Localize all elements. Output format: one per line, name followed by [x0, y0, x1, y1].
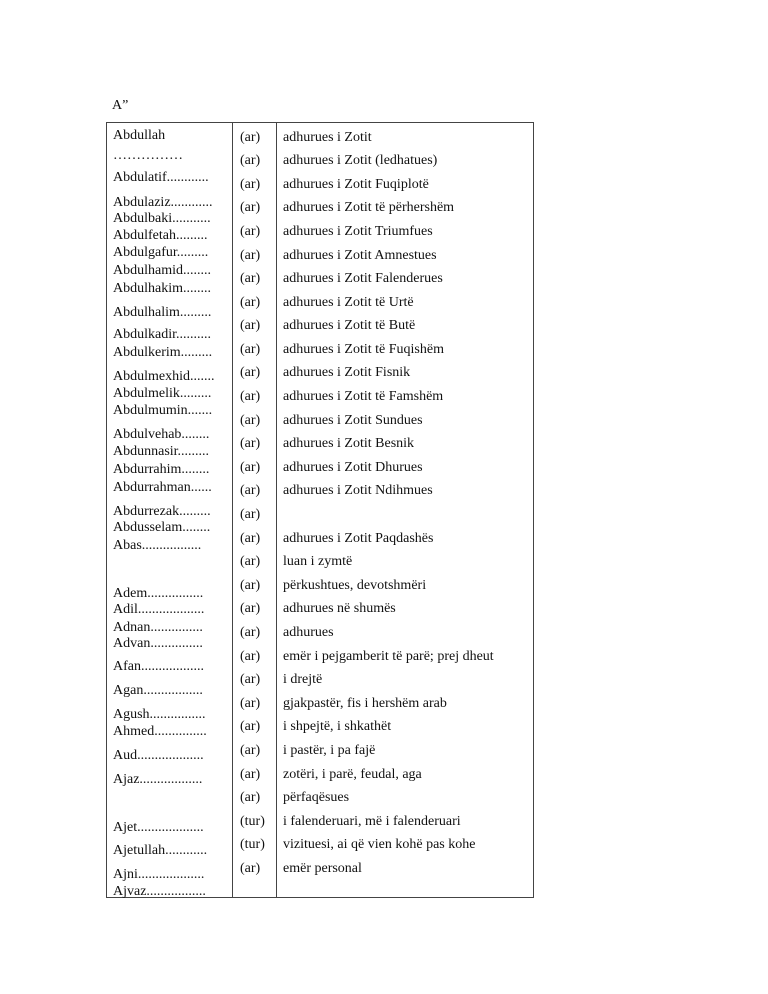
language-cell: (ar) [240, 130, 261, 145]
name-cell: Aud................... [113, 748, 204, 763]
meaning-cell: adhurues i Zotit Paqdashës [283, 531, 434, 546]
meaning-cell: i pastër, i pa fajë [283, 743, 376, 758]
meaning-cell: adhurues i Zotit të Fuqishëm [283, 342, 444, 357]
column-divider-1 [232, 123, 233, 897]
meaning-cell: adhurues i Zotit të përhershëm [283, 200, 455, 215]
name-cell: Abdulhakim........ [113, 281, 211, 296]
language-cell: (ar) [240, 743, 261, 758]
meaning-cell: përfaqësues [283, 790, 350, 805]
language-cell: (ar) [240, 413, 261, 428]
language-cell: (ar) [240, 625, 261, 640]
name-cell: Abdulfetah......... [113, 228, 208, 243]
meaning-cell: adhurues i Zotit Sundues [283, 413, 423, 428]
meaning-cell: i drejtë [283, 672, 323, 687]
meaning-cell: adhurues i Zotit Amnestues [283, 248, 437, 263]
name-cell: Abdurrezak......... [113, 504, 211, 519]
meaning-cell: i falenderuari, më i falenderuari [283, 814, 461, 829]
name-cell: Abdusselam........ [113, 520, 211, 535]
name-cell: Abdunnasir......... [113, 444, 210, 459]
name-cell: Adil................... [113, 602, 205, 617]
meaning-cell: adhurues i Zotit Dhurues [283, 460, 423, 475]
name-cell: Abdulmelik......... [113, 386, 212, 401]
meaning-cell: adhurues i Zotit të Urtë [283, 295, 414, 310]
meaning-cell: vizituesi, ai që vien kohë pas kohe [283, 837, 476, 852]
meaning-cell: gjakpastër, fis i hershëm arab [283, 696, 447, 711]
name-cell: Adem................ [113, 586, 204, 601]
language-cell: (ar) [240, 318, 261, 333]
name-cell: Abdulkadir.......... [113, 327, 211, 342]
name-cell: Abas................. [113, 538, 202, 553]
language-cell: (ar) [240, 224, 261, 239]
name-cell: Advan............... [113, 636, 203, 651]
name-cell: Abdulbaki........... [113, 211, 211, 226]
page-heading: A” [112, 98, 129, 113]
language-cell: (ar) [240, 271, 261, 286]
meaning-cell: emër personal [283, 861, 362, 876]
language-cell: (ar) [240, 389, 261, 404]
name-cell: Abdulmexhid....... [113, 369, 215, 384]
name-cell: Abdulmumin....... [113, 403, 213, 418]
language-cell: (ar) [240, 436, 261, 451]
column-divider-2 [276, 123, 277, 897]
name-cell: Ajet................... [113, 820, 204, 835]
meaning-cell: adhurues i Zotit të Famshëm [283, 389, 444, 404]
meaning-cell: përkushtues, devotshmëri [283, 578, 427, 593]
language-cell: (ar) [240, 365, 261, 380]
name-cell: Agush................ [113, 707, 206, 722]
language-cell: (ar) [240, 342, 261, 357]
language-cell: (ar) [240, 767, 261, 782]
language-cell: (ar) [240, 295, 261, 310]
language-cell: (ar) [240, 578, 261, 593]
meaning-cell: adhurues i Zotit (ledhatues) [283, 153, 438, 168]
language-cell: (ar) [240, 460, 261, 475]
name-cell: Agan................. [113, 683, 203, 698]
name-cell: Abdulgafur......... [113, 245, 209, 260]
meaning-cell: adhurues i Zotit të Butë [283, 318, 416, 333]
name-cell: Abdulaziz............ [113, 195, 213, 210]
language-cell: (ar) [240, 483, 261, 498]
language-cell: (ar) [240, 696, 261, 711]
name-cell: Abdulatif............ [113, 170, 209, 185]
name-cell: Abdulhalim......... [113, 305, 212, 320]
name-cell: Afan.................. [113, 659, 204, 674]
language-cell: (ar) [240, 554, 261, 569]
name-cell: Ajetullah............ [113, 843, 208, 858]
language-cell: (tur) [240, 837, 265, 852]
name-cell: Adnan............... [113, 620, 203, 635]
language-cell: (ar) [240, 531, 261, 546]
name-cell: Abdurrahim........ [113, 462, 210, 477]
name-cell: Abdulkerim......... [113, 345, 213, 360]
language-cell: (ar) [240, 177, 261, 192]
meaning-cell: adhurues në shumës [283, 601, 396, 616]
language-cell: (ar) [240, 719, 261, 734]
language-cell: (ar) [240, 507, 261, 522]
meaning-cell: luan i zymtë [283, 554, 353, 569]
meaning-cell: adhurues i Zotit Ndihmues [283, 483, 433, 498]
name-cell: Ahmed............... [113, 724, 207, 739]
language-cell: (ar) [240, 861, 261, 876]
meaning-cell: i shpejtë, i shkathët [283, 719, 392, 734]
name-cell: …………… [113, 148, 183, 163]
language-cell: (ar) [240, 200, 261, 215]
language-cell: (ar) [240, 672, 261, 687]
meaning-cell: adhurues i Zotit Triumfues [283, 224, 433, 239]
name-cell: Abdulhamid........ [113, 263, 211, 278]
language-cell: (ar) [240, 248, 261, 263]
name-cell: Abdulvehab........ [113, 427, 210, 442]
meaning-cell: adhurues i Zotit Besnik [283, 436, 415, 451]
meaning-cell: adhurues i Zotit Fuqiplotë [283, 177, 429, 192]
meaning-cell: adhurues [283, 625, 334, 640]
language-cell: (tur) [240, 814, 265, 829]
meaning-cell: adhurues i Zotit [283, 130, 372, 145]
name-cell: Ajaz.................. [113, 772, 203, 787]
language-cell: (ar) [240, 649, 261, 664]
language-cell: (ar) [240, 790, 261, 805]
name-cell: Abdullah [113, 128, 166, 143]
language-cell: (ar) [240, 153, 261, 168]
meaning-cell: adhurues i Zotit Falenderues [283, 271, 443, 286]
name-cell: Ajni................... [113, 867, 205, 882]
meaning-cell: zotëri, i parë, feudal, aga [283, 767, 422, 782]
meaning-cell: adhurues i Zotit Fisnik [283, 365, 411, 380]
language-cell: (ar) [240, 601, 261, 616]
name-cell: Ajvaz................. [113, 884, 206, 899]
name-cell: Abdurrahman...... [113, 480, 212, 495]
meaning-cell: emër i pejgamberit të parë; prej dheut [283, 649, 494, 664]
